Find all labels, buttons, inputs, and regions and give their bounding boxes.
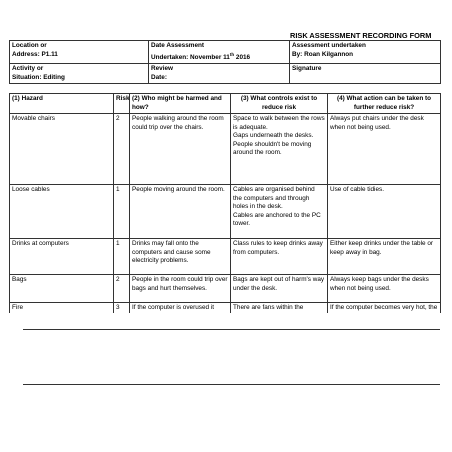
table-row <box>10 114 441 185</box>
hazard-cell: Bags <box>10 275 114 303</box>
assessor-name: By: Roan Kilgannon <box>292 50 354 58</box>
col-risk: Risk <box>114 94 130 114</box>
hazard-table <box>9 93 441 343</box>
action-cell: Always keep bags under the desks when not being used. <box>328 275 441 303</box>
undertaken-date: Undertaken: November 11th 2016 <box>151 51 251 61</box>
risk-cell: 2 <box>114 114 130 185</box>
hazard-table-header <box>10 94 441 114</box>
address-value: Address: P1.11 <box>12 50 58 58</box>
controls-cell: Space to walk between the rows is adequate. Gaps underneath the desks. People shouldn't be moving around the room. <box>231 114 328 185</box>
action-cell: If the computer becomes very hot, the <box>328 303 441 343</box>
hazard-cell: Fire <box>10 303 114 343</box>
hazard-cell: Loose cables <box>10 185 114 239</box>
action-cell: Use of cable tidies. <box>328 185 441 239</box>
review-label: Review <box>151 65 174 73</box>
situation-value: Situation: Editing <box>12 73 65 81</box>
hazard-cell: Movable chairs <box>10 114 114 185</box>
location-label: Location or <box>12 42 47 49</box>
controls-cell: Class rules to keep drinks away from computers. <box>231 239 328 275</box>
date-assessment-label: Date Assessment <box>151 42 205 49</box>
table-row <box>10 275 441 303</box>
risk-cell: 1 <box>114 239 130 275</box>
who-cell: If the computer is overused it <box>130 303 231 343</box>
header-table <box>9 40 441 84</box>
table-row <box>10 185 441 239</box>
divider-line <box>23 384 440 385</box>
col-action: (4) What action can be taken to further reduce risk? <box>328 94 441 114</box>
who-cell: People walking around the room could trip over the chairs. <box>130 114 231 185</box>
signature-label: Signature <box>292 65 322 73</box>
risk-cell: 3 <box>114 303 130 343</box>
location-cell <box>10 41 149 64</box>
controls-cell: Bags are kept out of harm's way under the desk. <box>231 275 328 303</box>
hazard-cell: Drinks at computers <box>10 239 114 275</box>
form-title: RISK ASSESSMENT RECORDING FORM <box>290 31 432 40</box>
review-cell <box>149 64 290 84</box>
controls-cell: There are fans within the <box>231 303 328 343</box>
who-cell: Drinks may fall onto the computers and cause some electricity problems. <box>130 239 231 275</box>
controls-cell: Cables are organised behind the computers and through holes in the desk. Cables are anchored to the PC tower. <box>231 185 328 239</box>
who-cell: People moving around the room. <box>130 185 231 239</box>
risk-cell: 1 <box>114 185 130 239</box>
who-cell: People in the room could trip over bags and hurt themselves. <box>130 275 231 303</box>
activity-label: Activity or <box>12 65 44 73</box>
activity-cell <box>10 64 149 84</box>
col-hazard: (1) Hazard <box>10 94 114 114</box>
divider-line <box>23 329 440 330</box>
signature-cell <box>290 64 441 84</box>
risk-cell: 2 <box>114 275 130 303</box>
assessment-undertaken-label: Assessment undertaken <box>292 42 366 49</box>
date-cell <box>149 41 290 64</box>
review-date-label: Date: <box>151 73 167 81</box>
page-cut-off <box>0 313 452 452</box>
col-controls: (3) What controls exist to reduce risk <box>231 94 328 114</box>
table-row <box>10 239 441 275</box>
col-who: (2) Who might be harmed and how? <box>130 94 231 114</box>
action-cell: Either keep drinks under the table or keep away in bag. <box>328 239 441 275</box>
action-cell: Always put chairs under the desk when not being used. <box>328 114 441 185</box>
assessor-cell <box>290 41 441 64</box>
